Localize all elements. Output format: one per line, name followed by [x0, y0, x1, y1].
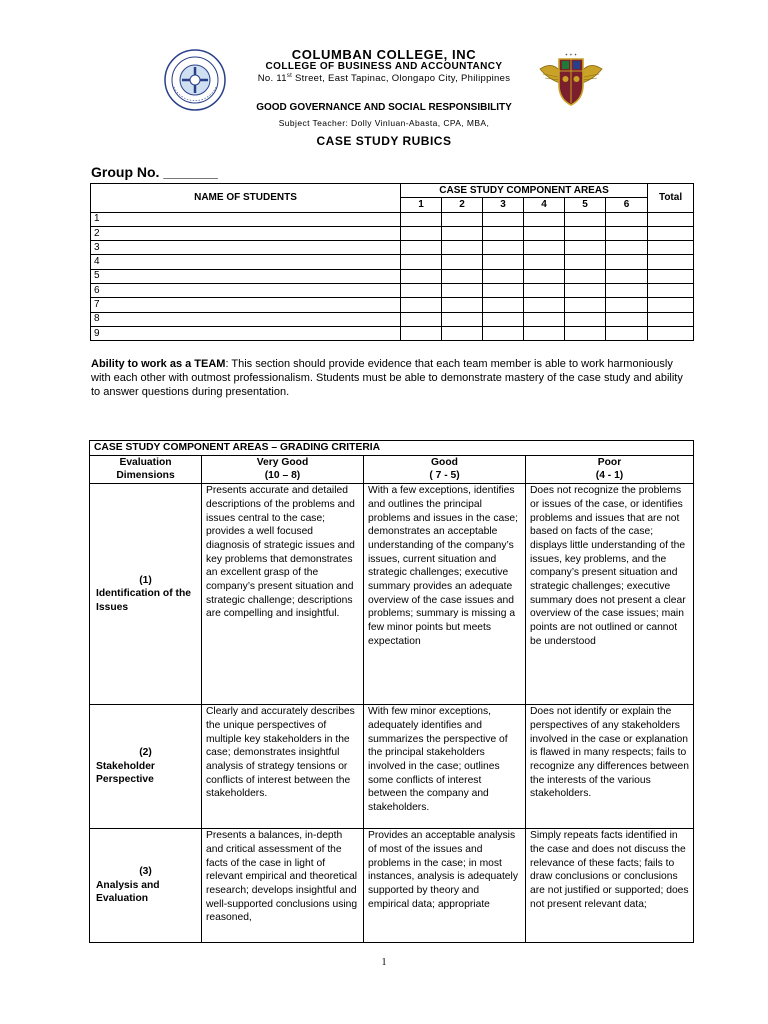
- score-cell: [606, 241, 648, 255]
- score-cell: [606, 284, 648, 298]
- dimension-label: Stakeholder Perspective: [96, 760, 155, 786]
- score-cell: [442, 284, 483, 298]
- score-cell: [483, 212, 524, 226]
- score-cell: [483, 226, 524, 240]
- score-cell: [483, 269, 524, 283]
- criteria-good-cell: Provides an acceptable analysis of most of the issues and problems in the case; in most instances, analysis is adequately supported by theory and empirical data; appropriate: [364, 829, 526, 943]
- score-cell: [401, 326, 442, 340]
- evaluation-dimension: [90, 484, 202, 705]
- score-cell: [565, 241, 606, 255]
- address-rest: Street, East Tapinac, Olongapo City, Philippines: [292, 73, 511, 85]
- total-header: Total: [648, 184, 694, 213]
- student-number: 6: [91, 284, 401, 298]
- criteria-good-cell: With few minor exceptions, adequately identifies and summarizes the perspective of the principal stakeholders involved in the case; outlines some conflicts of interest between the company and stakeholders.: [364, 705, 526, 829]
- criteria-very-good-cell: Presents accurate and detailed descriptions of the problems and issues central to the case; provides a well focused diagnosis of strategic issues and key problems that demonstrates an excellent grasp of the company’s present situation and strategic challenge; descriptions are compelling and insightful.: [202, 484, 364, 705]
- score-cell: [442, 212, 483, 226]
- address-ordinal: st: [286, 73, 293, 79]
- rubric-column-range: (10 – 8): [264, 470, 301, 482]
- score-cell: [401, 255, 442, 269]
- score-cell: [606, 312, 648, 326]
- score-cell: [606, 326, 648, 340]
- rubric-column-label: Very Good: [256, 456, 309, 468]
- rubric-row: [90, 829, 694, 943]
- student-row: [91, 326, 694, 340]
- criteria-very-good-cell: Presents a balances, in-depth and critical assessment of the facts of the case in light of relevant empirical and theoretical research; develops insightful and well-supported conclusions using reasoned,: [202, 829, 364, 943]
- student-row: [91, 226, 694, 240]
- score-cell: [442, 326, 483, 340]
- score-cell: [606, 269, 648, 283]
- student-number: 8: [91, 312, 401, 326]
- criteria-good-cell: With a few exceptions, identifies and outlines the principal problems and issues in the case; demonstrates an acceptable understanding of the company’s issues, current situation and strategic challenges; executive summary provides an adequate overview of the case issues and problems; summary is missing a few minor points but meets expectation: [364, 484, 526, 705]
- score-cell: [565, 269, 606, 283]
- component-column-header: 2: [442, 198, 483, 212]
- page-number: 1: [381, 957, 387, 968]
- rubric-column-label: Poor: [597, 456, 622, 468]
- rubric-column-header: [202, 455, 364, 483]
- team-ability-paragraph: [91, 357, 691, 399]
- score-cell: [442, 226, 483, 240]
- college-address: [0, 73, 768, 84]
- subject-teacher: Subject Teacher: Dolly Vinluan-Abasta, CPA, MBA,: [278, 118, 490, 128]
- rubric-row: [90, 705, 694, 829]
- student-number: 1: [91, 212, 401, 226]
- component-column-header: 4: [524, 198, 565, 212]
- total-cell: [648, 255, 694, 269]
- score-cell: [483, 241, 524, 255]
- document-title: CASE STUDY RUBICS: [316, 134, 452, 148]
- criteria-poor-cell: Does not recognize the problems or issues of the case, or identifies problems and issues that are not based on facts of the case; displays little understanding of the issues, key problems, and the company’s present situation and strategic challenges; executive summary does not present a clear overview of the case issues; main points are not outlined or cannot be understood: [526, 484, 694, 705]
- score-cell: [524, 255, 565, 269]
- dimension-label: Analysis and Evaluation: [96, 879, 160, 905]
- score-cell: [524, 298, 565, 312]
- score-cell: [524, 284, 565, 298]
- group-number-label: Group No. _______: [91, 164, 218, 180]
- student-number: 5: [91, 269, 401, 283]
- score-cell: [606, 255, 648, 269]
- component-column-header: 3: [483, 198, 524, 212]
- score-cell: [442, 269, 483, 283]
- student-row: [91, 312, 694, 326]
- total-cell: [648, 241, 694, 255]
- team-ability-text: : This section should provide evidence that each team member is able to work harmoniously with each other with outmost professionalism. Students must be able to demonstrate mastery of the case study and ability to answer questions during presentation.: [91, 358, 683, 398]
- score-cell: [524, 269, 565, 283]
- evaluation-dimension: [90, 705, 202, 829]
- total-cell: [648, 298, 694, 312]
- dimension-number: (2): [139, 747, 152, 759]
- score-cell: [565, 298, 606, 312]
- total-cell: [648, 226, 694, 240]
- total-cell: [648, 284, 694, 298]
- rubric-header-row: [90, 455, 694, 483]
- score-cell: [565, 312, 606, 326]
- score-cell: [483, 255, 524, 269]
- score-cell: [524, 241, 565, 255]
- students-score-table: [90, 183, 694, 341]
- score-cell: [442, 241, 483, 255]
- score-cell: [483, 326, 524, 340]
- score-cell: [442, 298, 483, 312]
- grading-criteria-table: [89, 440, 694, 943]
- student-number: 3: [91, 241, 401, 255]
- rubric-column-header: [364, 455, 526, 483]
- score-cell: [401, 212, 442, 226]
- score-cell: [483, 312, 524, 326]
- rubric-rows: [90, 484, 694, 943]
- student-rows: [91, 212, 694, 341]
- score-cell: [524, 312, 565, 326]
- team-ability-lead: Ability to work as a TEAM: [91, 358, 226, 370]
- student-row: [91, 241, 694, 255]
- student-number: 2: [91, 226, 401, 240]
- component-column-header: 1: [401, 198, 442, 212]
- component-areas-header: CASE STUDY COMPONENT AREAS: [401, 184, 648, 198]
- address-prefix: No. 11: [257, 73, 287, 85]
- svg-text:✦ ✦ ✦: ✦ ✦ ✦: [564, 52, 578, 57]
- score-cell: [565, 326, 606, 340]
- score-cell: [565, 284, 606, 298]
- college-name: COLUMBAN COLLEGE, INC: [291, 47, 477, 62]
- score-cell: [401, 312, 442, 326]
- score-cell: [524, 226, 565, 240]
- evaluation-dimension: [90, 829, 202, 943]
- score-cell: [524, 326, 565, 340]
- score-cell: [442, 312, 483, 326]
- score-cell: [606, 298, 648, 312]
- department-name: COLLEGE OF BUSINESS AND ACCOUNTANCY: [265, 61, 503, 72]
- score-cell: [606, 212, 648, 226]
- score-cell: [565, 255, 606, 269]
- score-cell: [606, 226, 648, 240]
- rubric-column-range: Dimensions: [116, 470, 175, 482]
- score-cell: [565, 212, 606, 226]
- student-row: [91, 212, 694, 226]
- rubric-column-label: Evaluation: [119, 456, 172, 468]
- student-number: 9: [91, 326, 401, 340]
- score-cell: [401, 226, 442, 240]
- dimension-number: (1): [139, 574, 152, 586]
- total-cell: [648, 269, 694, 283]
- score-cell: [401, 269, 442, 283]
- rubric-column-header: [526, 455, 694, 483]
- student-row: [91, 298, 694, 312]
- score-cell: [442, 255, 483, 269]
- student-number: 4: [91, 255, 401, 269]
- criteria-very-good-cell: Clearly and accurately describes the unique perspectives of multiple key stakeholders in the case; demonstrates insightful analysis of strategy tensions or conflicts of interest between the stakeholders.: [202, 705, 364, 829]
- student-number: 7: [91, 298, 401, 312]
- score-cell: [524, 212, 565, 226]
- rubric-column-label: Good: [431, 456, 458, 468]
- criteria-poor-cell: Simply repeats facts identified in the case and does not discuss the relevance of these facts; fails to draw conclusions or conclusions are not justified or supported; does not present relevant data;: [526, 829, 694, 943]
- criteria-poor-cell: Does not identify or explain the perspectives of any stakeholders involved in the case or explanation is flawed in many respects; fails to recognize any differences between the interests of the various stakeholders.: [526, 705, 694, 829]
- subject-title: GOOD GOVERNANCE AND SOCIAL RESPONSIBILITY: [256, 102, 512, 113]
- student-row: [91, 255, 694, 269]
- score-cell: [401, 298, 442, 312]
- score-cell: [565, 226, 606, 240]
- rubric-column-range: ( 7 - 5): [429, 470, 460, 482]
- student-row: [91, 284, 694, 298]
- score-cell: [401, 241, 442, 255]
- dimension-label: Identification of the Issues: [96, 588, 191, 613]
- total-cell: [648, 312, 694, 326]
- component-column-header: 6: [606, 198, 648, 212]
- score-cell: [483, 284, 524, 298]
- rubric-row: [90, 484, 694, 705]
- rubric-column-header: [90, 455, 202, 483]
- score-cell: [483, 298, 524, 312]
- dimension-number: (3): [139, 866, 152, 878]
- score-cell: [401, 284, 442, 298]
- rubric-column-range: (4 - 1): [595, 470, 624, 482]
- total-cell: [648, 326, 694, 340]
- component-column-header: 5: [565, 198, 606, 212]
- total-cell: [648, 212, 694, 226]
- name-of-students-header: NAME OF STUDENTS: [91, 184, 401, 213]
- grading-criteria-caption: CASE STUDY COMPONENT AREAS – GRADING CRITERIA: [90, 441, 694, 456]
- student-row: [91, 269, 694, 283]
